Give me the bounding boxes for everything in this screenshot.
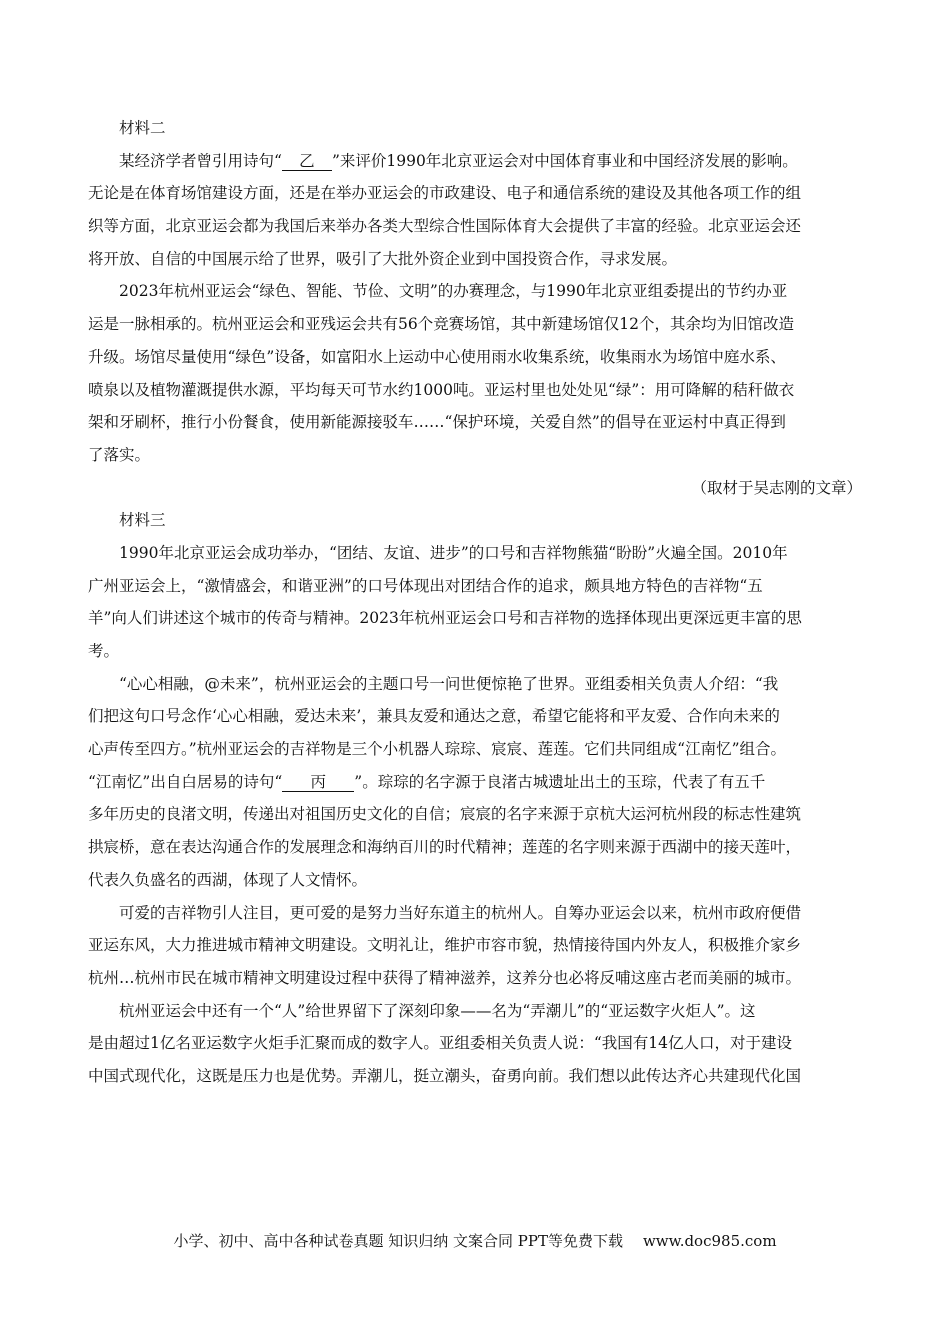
paragraph-line: “心心相融，@未来”，杭州亚运会的主题口号一问世便惊艳了世界。亚组委相关负责人介绍：“我 [119,674,779,693]
paragraph-line [88,145,862,178]
paragraph-line: 拱宸桥，意在表达沟通合作的发展理念和海纳百川的时代精神；莲莲的名字则来源于西湖中的接天莲叶， [88,838,802,857]
paragraph-line: 多年历史的良渚文明，传递出对祖国历史文化的自信；宸宸的名字来源于京杭大运河杭州段的标志性建筑 [88,805,802,824]
paragraph-line: 杭州亚运会中还有一个“人”给世界留下了深刻印象——名为“弄潮儿”的“亚运数字火炬人”。这 [119,1001,756,1020]
material2-source: （取材于吴志刚的文章） [691,478,862,497]
page-footer [0,1231,950,1251]
paragraph-line: 杭州…杭州市民在城市精神文明建设过程中获得了精神滋养，这养分也必将反哺这座古老而美丽的城市。 [88,968,802,987]
material2-heading: 材料二 [119,119,166,137]
paragraph-line: 喷泉以及植物灌溉提供水源，平均每天可节水约1000吨。亚运村里也处处见“绿”：用可降解的秸秆做衣 [88,380,795,399]
paragraph-line: 织等方面，北京亚运会都为我国后来举办各类大型综合性国际体育大会提供了丰富的经验。北京亚运会还 [88,217,802,236]
paragraph-line: 代表久负盛名的西湖，体现了人文情怀。 [88,870,368,889]
paragraph-line: 了落实。 [88,445,151,464]
paragraph-line: 是由超过1亿名亚运数字火炬手汇聚而成的数字人。亚组委相关负责人说：“我国有14亿人口，对于建设 [88,1034,793,1053]
paragraph-line: 中国式现代化，这既是压力也是优势。弄潮儿，挺立潮头，奋勇向前。我们想以此传达齐心共建现代化国 [88,1066,802,1085]
text-span: “江南忆”出自白居易的诗句“ [88,772,283,791]
paragraph-line: 考。 [88,642,120,660]
paragraph-line: 升级。场馆尽量使用“绿色”设备，如富阳水上运动中心使用雨水收集系统，收集雨水为场馆中庭水系、 [88,347,786,366]
document-page [88,112,862,1093]
paragraph-line: 亚运东风，大力推进城市精神文明建设。文明礼让，维护市容市貌，热情接待国内外友人，积极推介家乡 [88,936,802,955]
paragraph-line: 2023年杭州亚运会“绿色、智能、节俭、文明”的办赛理念，与1990年北京亚组委提出的节约办亚 [119,282,788,301]
paragraph-line: 可爱的吉祥物引人注目，更可爱的是努力当好东道主的杭州人。自筹办亚运会以来，杭州市政府便借 [119,903,802,922]
paragraph-line [88,766,862,799]
paragraph-line: 们把这句口号念作‘心心相融，爱达未来’，兼具友爱和通达之意，希望它能将和平友爱、合作向未来的 [88,707,780,726]
material3-heading: 材料三 [119,511,166,530]
paragraph-line: 心声传至四方。”杭州亚运会的吉祥物是三个小机器人琮琮、宸宸、莲莲。它们共同组成“江南忆”组合。 [88,740,787,759]
paragraph-line: 无论是在体育场馆建设方面，还是在举办亚运会的市政建设、电子和通信系统的建设及其他各项工作的组 [88,184,802,203]
paragraph-line: 羊”向人们讲述这个城市的传奇与精神。2023年杭州亚运会口号和吉祥物的选择体现出更深远更丰富的思 [88,609,802,628]
paragraph-line: 将开放、自信的中国展示给了世界，吸引了大批外资企业到中国投资合作，寻求发展。 [88,249,678,268]
fill-blank-yi: 乙 [282,152,332,171]
paragraph-line: 广州亚运会上，“激情盛会，和谐亚洲”的口号体现出对团结合作的追求，颇具地方特色的吉祥物“五 [88,576,763,595]
footer-link[interactable]: www.doc985.com [642,1232,777,1250]
text-span: 某经济学者曾引用诗句“ [119,151,282,170]
text-span: ”来评价1990年北京亚运会对中国体育事业和中国经济发展的影响。 [331,151,798,170]
paragraph-line: 1990年北京亚运会成功举办，“团结、友谊、进步”的口号和吉祥物熊猫“盼盼”火遍全国。2010年 [119,543,788,562]
footer-text: 小学、初中、高中各种试卷真题 知识归纳 文案合同 PPT等免费下载 [173,1232,623,1250]
text-span: ”。琮琮的名字源于良渚古城遗址出土的玉琮，代表了有五千 [354,772,766,791]
paragraph-line: 架和牙刷杯，推行小份餐食，使用新能源接驳车……“保护环境，关爱自然”的倡导在亚运村中真正得到 [88,413,786,432]
fill-blank-bing: 丙 [282,773,354,792]
paragraph-line: 运是一脉相承的。杭州亚运会和亚残运会共有56个竞赛场馆，其中新建场馆仅12个，其余均为旧馆改造 [88,315,794,334]
